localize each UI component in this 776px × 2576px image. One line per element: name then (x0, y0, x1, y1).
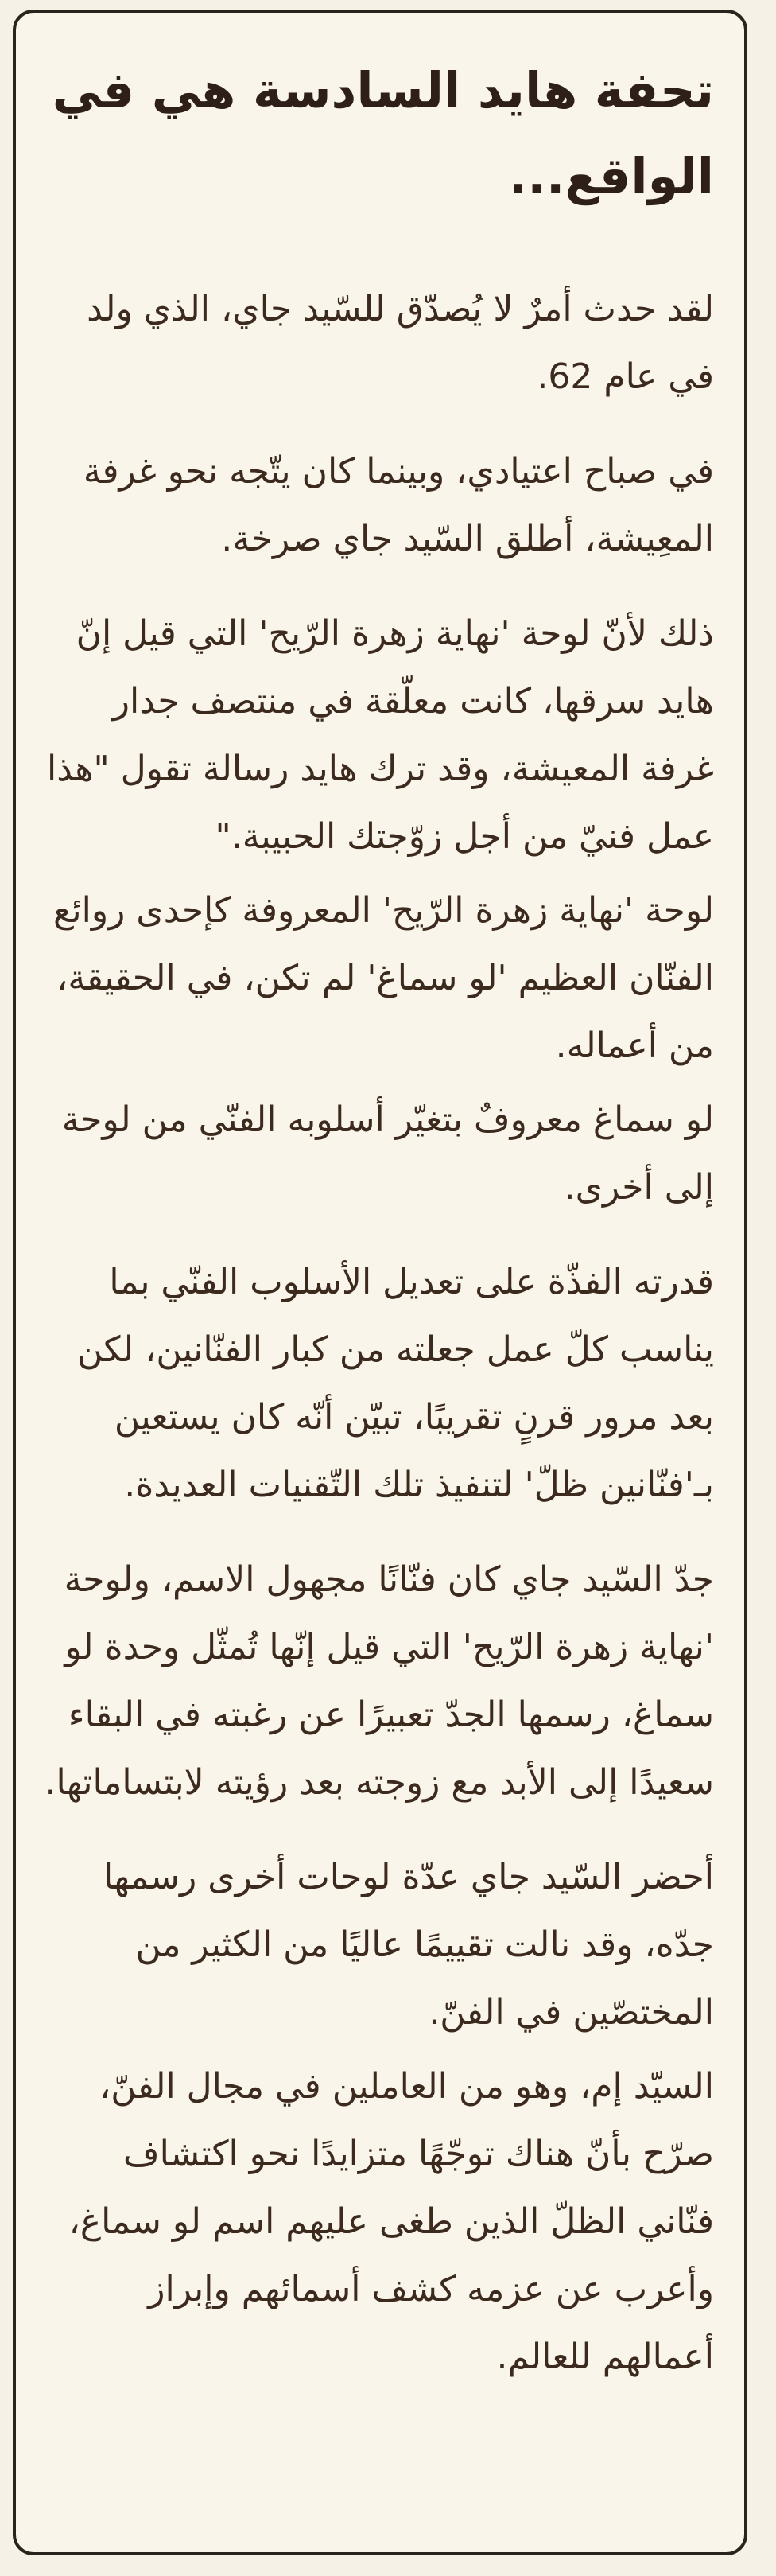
paragraph-3: ذلك لأنّ لوحة 'نهاية زهرة الرّيح' التي قيل إنّ هايد سرقها، كانت معلّقة في منتصف جدار غرفة المعيشة، وقد ترك هايد رسالة تقول "هذا عمل فنيّ من أجل زوّجتك الحبيبة." (46, 613, 714, 857)
paragraph-7: جدّ السّيد جاي كان فنّانًا مجهول الاسم، ولوحة 'نهاية زهرة الرّيح' التي قيل إنّها تُمثّل وحدة لو سماغ، رسمها الجدّ تعبيرًا عن رغبته في البقاء سعيدًا إلى الأبد مع زوجته بعد رؤيته لابتساماتها. (45, 1559, 714, 1803)
paragraph-2: في صباح اعتيادي، وبينما كان يتّجه نحو غرفة المعِيشة، أطلق السّيد جاي صرخة. (83, 451, 714, 559)
paragraph-9: السيّد إم، وهو من العاملين في مجال الفنّ، صرّح بأنّ هناك توجّهًا متزايدًا نحو اكتشاف فنّاني الظلّ الذين طغى عليهم اسم لو سماغ، وأعرب عن عزمه كشف أسمائهم وإبراز أعمالهم للعالم. (68, 2066, 714, 2377)
paragraph-1: لقد حدث أمرٌ لا يُصدّق للسّيد جاي، الذي ولد في عام 62. (87, 289, 714, 397)
paragraph-5: لو سماغ معروفٌ بتغيّر أسلوبه الفنّي من لوحة إلى أخرى. (61, 1099, 714, 1208)
paragraph-6: قدرته الفذّة على تعديل الأسلوب الفنّي بما يناسب كلّ عمل جعلته من كبار الفنّانين، لكن بعد مرور قرنٍ تقريبًا، تبيّن أنّه كان يستعين بـ'فنّانين ظلّ' لتنفيذ تلك التّقنيات العديدة. (77, 1262, 714, 1505)
article-card (13, 10, 747, 2555)
article-title: تحفة هايد السادسة هي في الواقع... (52, 61, 714, 205)
paragraph-4: لوحة 'نهاية زهرة الرّيح' المعروفة كإحدى روائع الفنّان العظيم 'لو سماغ' لم تكن، في الحقيقة، من أعماله. (52, 890, 714, 1066)
article-body (16, 13, 744, 2391)
paragraph-8: أحضر السّيد جاي عدّة لوحات أخرى رسمها جدّه، وقد نالت تقييمًا عاليًا من الكثير من المختصّين في الفنّ. (103, 1857, 714, 2033)
